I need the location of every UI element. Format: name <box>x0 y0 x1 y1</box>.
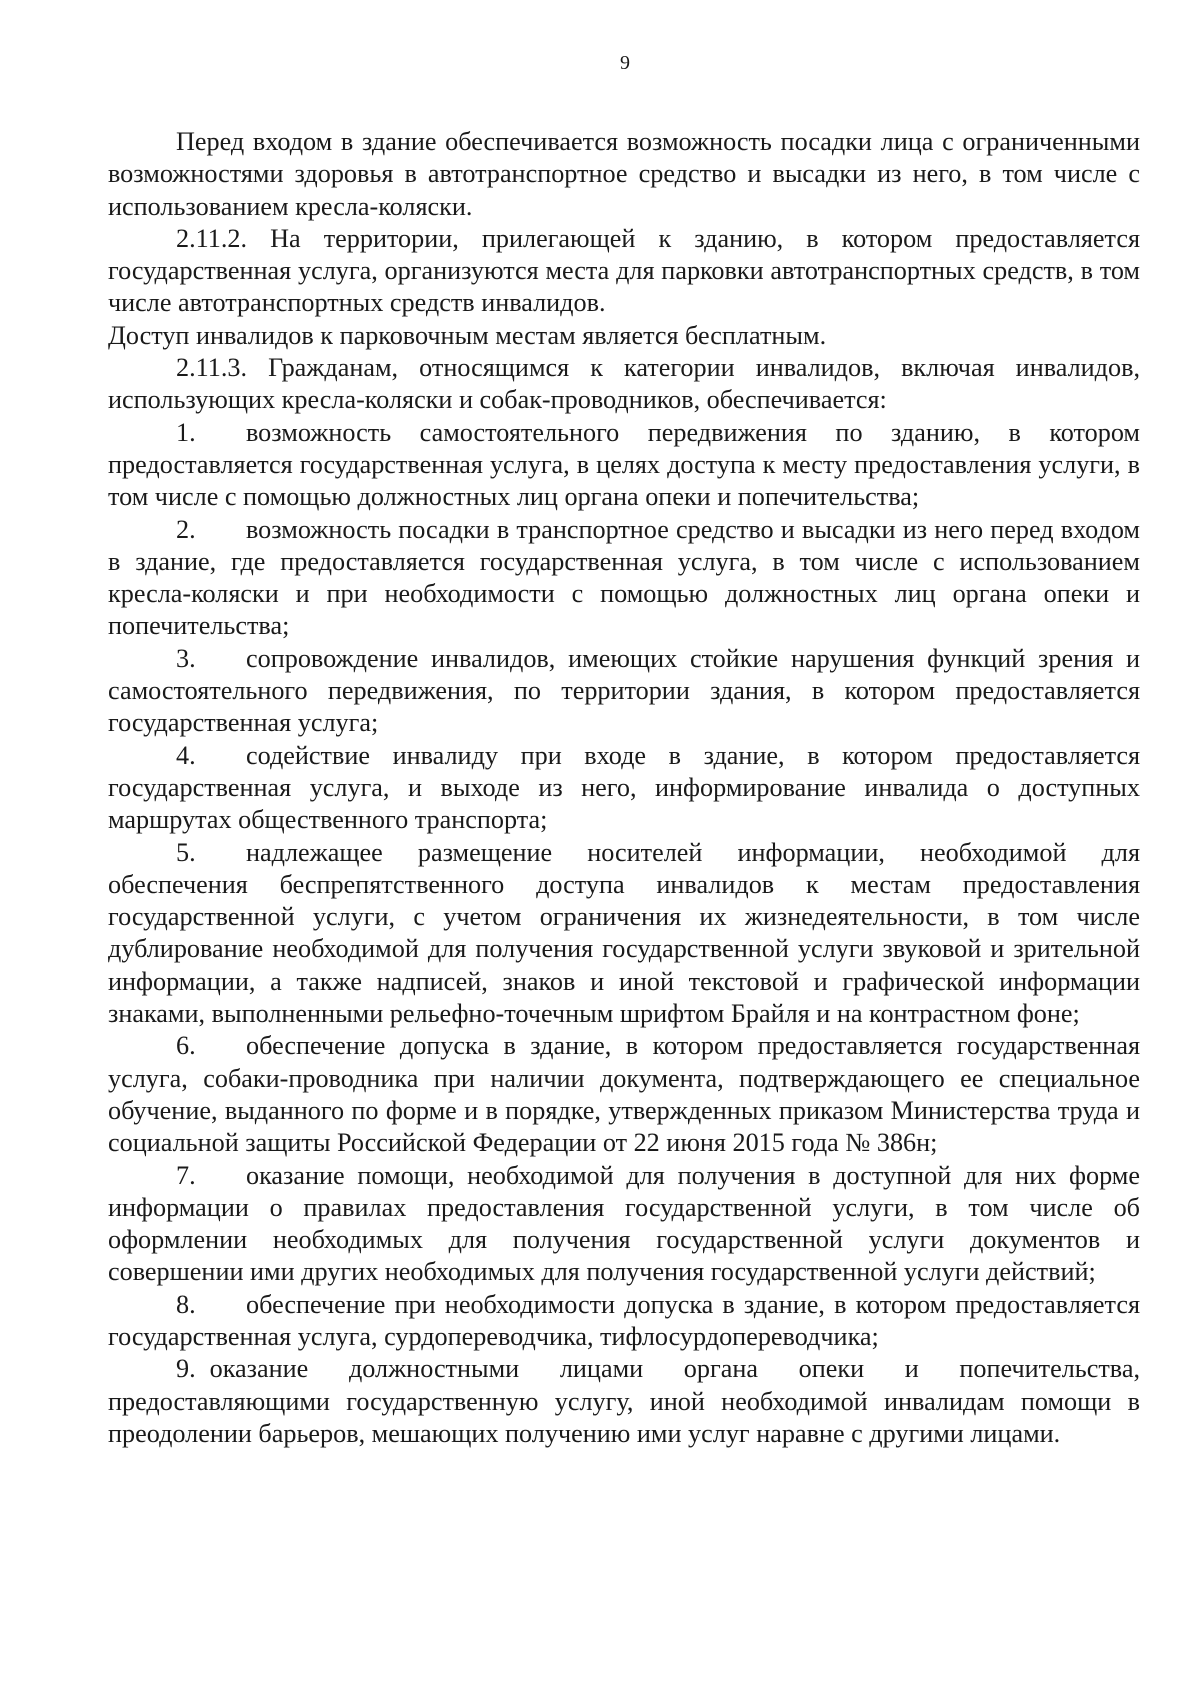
list-item-text: обеспечение при необходимости допуска в здание, в котором предоставляется государственная услуга, сурдопереводчика, тифлосурдопереводчика; <box>108 1289 1140 1351</box>
list-item-8 <box>108 1289 1140 1354</box>
list-item-text: содействие инвалиду при входе в здание, в котором предоставляется государственная услуга, и выходе из него, информирование инвалида о доступных маршрутах общественного транспорта; <box>108 740 1140 835</box>
list-item-3 <box>108 643 1140 740</box>
list-item-number: 1. <box>176 417 196 447</box>
list-item-2 <box>108 514 1140 643</box>
list-item-number: 4. <box>176 740 196 770</box>
paragraph-2-11-3: 2.11.3. Гражданам, относящимся к категории инвалидов, включая инвалидов, использующих кресла-коляски и собак-проводников, обеспечивается: <box>108 353 1140 415</box>
list-item-7 <box>108 1160 1140 1289</box>
paragraph-2-11-2: 2.11.2. На территории, прилегающей к зданию, в котором предоставляется государственная услуга, организуются места для парковки автотранспортных средств, в том числе автотранспортных средств инвалидов. <box>108 223 1140 318</box>
list-item-text: надлежащее размещение носителей информации, необходимой для обеспечения беспрепятственного доступа инвалидов к местам предоставления государственной услуги, с учетом ограничения их жизнедеятельности, в том числе дублирование необходимой для получения государственной услуги звуковой и зрительной информации, а также надписей, знаков и иной текстовой и графической информации знаками, выполненными рельефно-точечным шрифтом Брайля и на контрастном фоне; <box>108 837 1140 1029</box>
list-item-text: возможность посадки в транспортное средство и высадки из него перед входом в здание, где предоставляется государственная услуга, в том числе с использованием кресла-коляски и при необходимости с помощью должностных лиц органа опеки и попечительства; <box>108 514 1140 641</box>
list-item-number: 3. <box>176 643 196 673</box>
list-item-1 <box>108 417 1140 514</box>
page-number: 9 <box>620 52 630 74</box>
list-item-number: 9. <box>176 1354 196 1384</box>
document-body <box>108 126 1140 1450</box>
list-item-number: 7. <box>176 1160 196 1190</box>
list-item-text: оказание помощи, необходимой для получения в доступной для них форме информации о правилах предоставления государственной услуги, в том числе об оформлении необходимых для получения государственной услуги документов и совершении ими других необходимых для получения государственной услуги действий; <box>108 1160 1140 1287</box>
list-item-9 <box>108 1353 1140 1450</box>
list-item-text: обеспечение допуска в здание, в котором предоставляется государственная услуга, собаки-проводника при наличии документа, подтверждающего ее специальное обучение, выданного по форме и в порядке, утвержденных приказом Министерства труда и социальной защиты Российской Федерации от 22 июня 2015 года № 386н; <box>108 1031 1140 1158</box>
list-item-text: сопровождение инвалидов, имеющих стойкие нарушения функций зрения и самостоятельного передвижения, по территории здания, в котором предоставляется государственная услуга; <box>108 643 1140 738</box>
list-item-number: 6. <box>176 1031 196 1061</box>
list-item-5 <box>108 837 1140 1031</box>
list-item-number: 8. <box>176 1289 196 1319</box>
paragraph-parking-free: Доступ инвалидов к парковочным местам является бесплатным. <box>108 320 827 350</box>
paragraph-boarding: Перед входом в здание обеспечивается возможность посадки лица с ограниченными возможностями здоровья в автотранспортное средство и высадки из него, в том числе с использованием кресла-коляски. <box>108 127 1140 221</box>
list-item-number: 2. <box>176 514 196 544</box>
list-item-number: 5. <box>176 837 196 867</box>
list-item-text: оказание должностными лицами органа опеки и попечительства, предоставляющими государственную услугу, иной необходимой инвалидам помощи в преодолении барьеров, мешающих получению ими услуг наравне с другими лицами. <box>108 1354 1140 1448</box>
list-item-6 <box>108 1030 1140 1159</box>
list-item-text: возможность самостоятельного передвижения по зданию, в котором предоставляется государственная услуга, в целях доступа к месту предоставления услуги, в том числе с помощью должностных лиц органа опеки и попечительства; <box>108 417 1140 512</box>
list-item-4 <box>108 740 1140 837</box>
